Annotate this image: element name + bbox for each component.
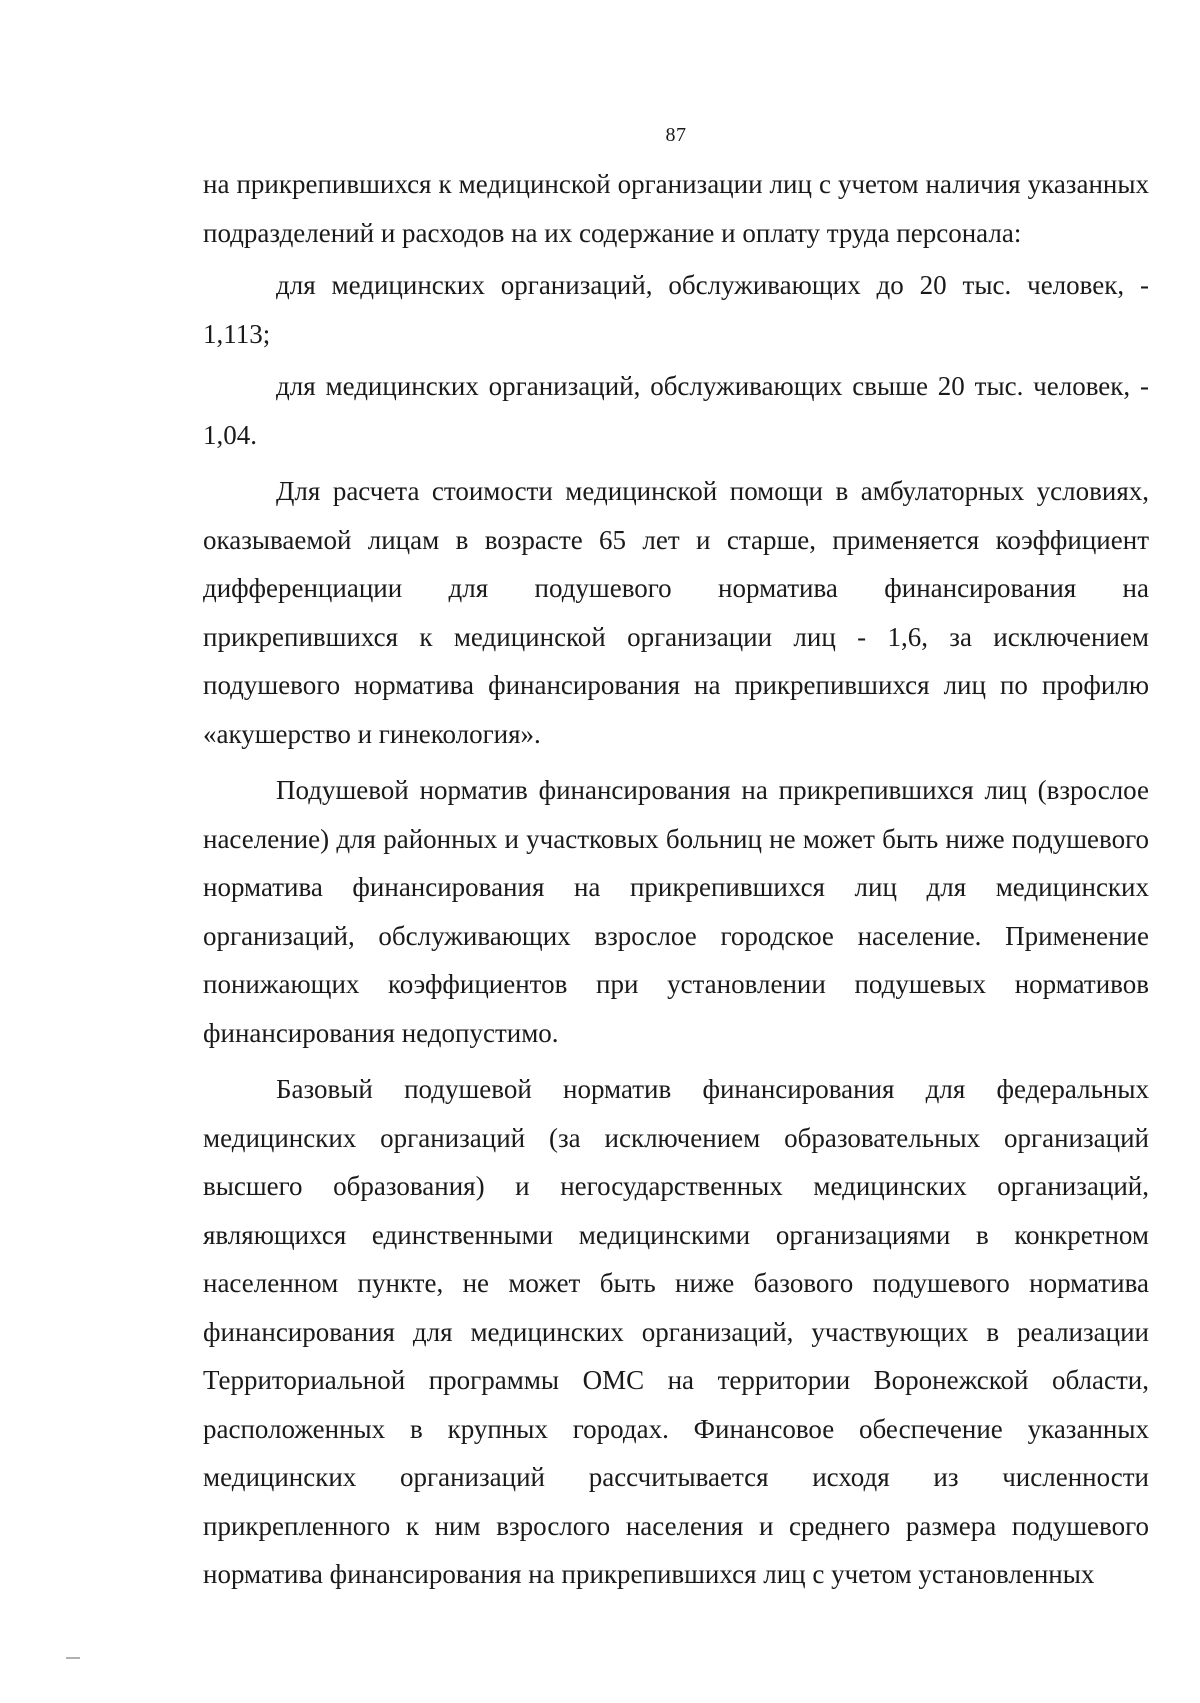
scan-mark — [66, 1657, 80, 1659]
paragraph-coefficient-over-20k: для медицинских организаций, обслуживающих свыше 20 тыс. человек, - 1,04. — [203, 371, 1149, 450]
paragraph-age-65-coefficient: Для расчета стоимости медицинской помощи в амбулаторных условиях, оказываемой лицам в возрасте 65 лет и старше, применяется коэффициент дифференциации для подушевого норматива финансирования на прикрепившихся к медицинской организации лиц - 1,6, за исключением подушевого норматива финансирования на прикрепившихся лиц по профилю «акушерство и гинекология». — [203, 476, 1149, 749]
document-body — [203, 160, 1149, 1599]
page-number: 87 — [665, 124, 687, 146]
paragraph-continuation: на прикрепившихся к медицинской организации лиц с учетом наличия указанных подразделений и расходов на их содержание и оплату труда персонала: — [203, 169, 1149, 248]
paragraph-district-hospitals: Подушевой норматив финансирования на прикрепившихся лиц (взрослое население) для районных и участковых больниц не может быть ниже подушевого норматива финансирования на прикрепившихся лиц для медицинских организаций, обслуживающих взрослое городское население. Применение понижающих коэффициентов при установлении подушевых нормативов финансирования недопустимо. — [203, 775, 1149, 1048]
paragraph-federal-organizations: Базовый подушевой норматив финансирования для федеральных медицинских организаций (за исключением образовательных организаций высшего образования) и негосударственных медицинских организаций, являющихся единственными медицинскими организациями в конкретном населенном пункте, не может быть ниже базового подушевого норматива финансирования для медицинских организаций, участвующих в реализации Территориальной программы ОМС на территории Воронежской области, расположенных в крупных городах. Финансовое обеспечение указанных медицинских организаций рассчитывается исходя из численности прикрепленного к ним взрослого населения и среднего размера подушевого норматива финансирования на прикрепившихся лиц с учетом установленных — [203, 1074, 1149, 1589]
paragraph-coefficient-up-to-20k: для медицинских организаций, обслуживающих до 20 тыс. человек, - 1,113; — [203, 270, 1149, 349]
